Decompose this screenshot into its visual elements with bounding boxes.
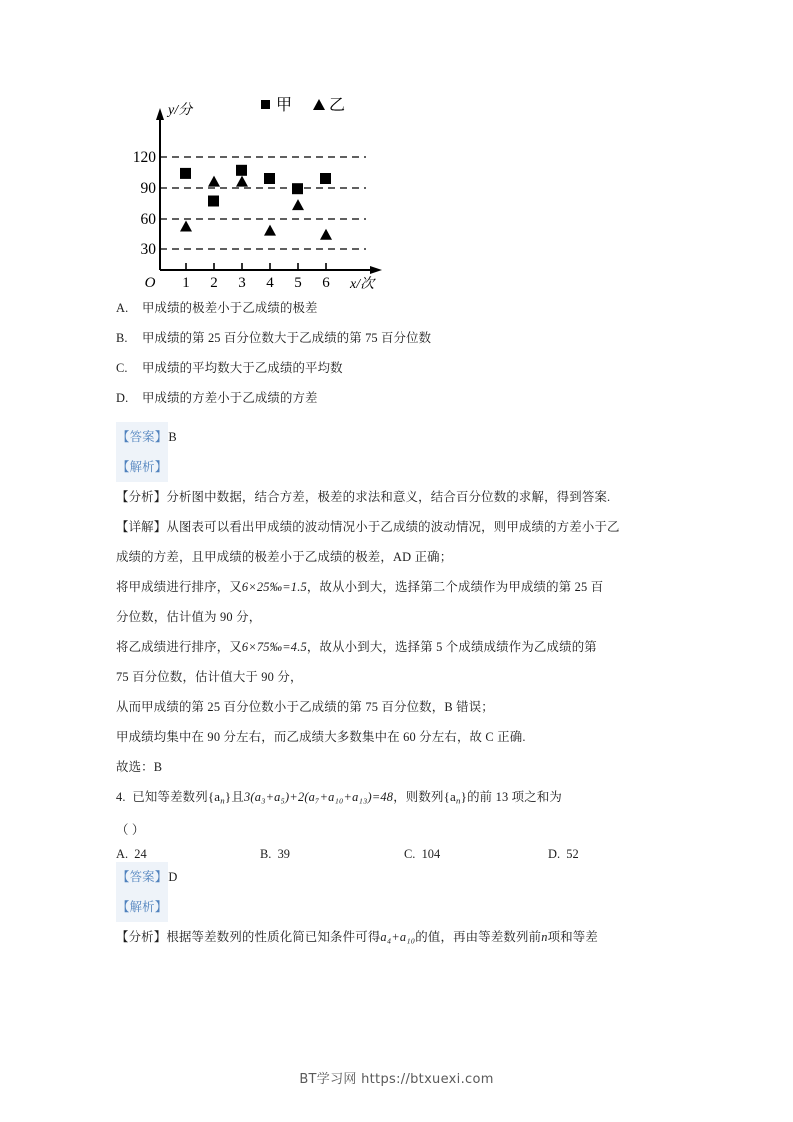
q3-para2-math: 6×75‰=4.5 [241,639,307,654]
q3-option-c-text: 甲成绩的平均数大于乙成绩的平均数 [142,360,343,375]
series-yi-points [180,176,332,240]
q3-fenxi-text: 分析图中数据，结合方差，极差的求法和意义，结合百分位数的求解，得到答案. [166,489,611,504]
q4-analysis-row [116,892,692,922]
x-tick-2: 2 [210,275,218,291]
scatter-plot-figure [128,92,396,292]
x-tick-6: 6 [322,275,330,291]
q3-option-d-letter: D. [116,390,129,405]
scatter-plot-svg [128,92,396,292]
q4-option-c[interactable] [404,847,548,862]
q3-answer-value: B [168,429,177,444]
q4-fenxi-row [116,922,692,952]
data-point-jia-3 [236,165,247,176]
data-point-yi-1 [180,221,192,232]
triangle-marker [313,99,325,110]
q4-seq-symbol-1: $\{a_n\}$ [207,788,232,806]
q4-stem-part1: 已知等差数列 [132,789,208,804]
q4-stem [116,782,692,815]
data-point-yi-3 [236,176,248,187]
q4-option-d[interactable] [548,847,692,862]
x-tick-1: 1 [182,275,190,291]
data-point-jia-1 [180,168,191,179]
origin-label: O [144,275,156,291]
q3-para1-line2: 分位数，估计值为 90 分， [116,609,262,624]
q3-para2-line1 [116,632,692,662]
q3-fenxi-label: 【分析】 [116,489,167,504]
y-axis-title: y/分 [168,103,193,118]
q3-option-a-text: 甲成绩的极差小于乙成绩的极差 [142,301,318,315]
q3-para5: 故选：B [116,759,163,774]
q4-option-a-text: 24 [134,847,147,862]
q4-fenxi-text-b: 的值，再由等差数列前 [415,930,542,945]
q4-fenxi-math: a₄+a₁₀ [380,930,416,945]
q4-option-b-text: 39 [277,847,290,862]
x-tick-4: 4 [266,275,274,291]
legend-label-jia: 甲 [276,97,293,114]
q3-para1-post: ，故从小到大，选择第二个成绩作为甲成绩的第 25 百 [306,579,604,594]
q3-analysis-row [116,452,692,482]
q3-para4: 甲成绩均集中在 90 分左右，而乙成绩大多数集中在 60 分左右，故 C 正确. [116,729,526,744]
q3-xiangjie-text1: 从图表可以看出甲成绩的波动情况小于乙成绩的波动情况，则甲成绩的方差小于乙 [166,519,620,534]
q3-para2-line2: 75 百分位数，估计值大于 90 分， [116,669,303,684]
q4-analysis-label: 【解析】 [116,892,168,922]
q3-para2-post: ，故从小到大，选择第 5 个成绩成绩作为乙成绩的第 [306,639,597,654]
q3-option-b-text: 甲成绩的第 25 百分位数大于乙成绩的第 75 百分位数 [142,330,432,345]
q4-blank: （ ） [116,823,145,838]
q4-answer-row [116,862,692,892]
q4-option-a-letter: A. [116,847,129,862]
q4-option-c-text: 104 [421,847,441,862]
q3-para1-pre: 将甲成绩进行排序，又 [116,579,242,594]
q3-para1-line1 [116,572,692,602]
data-point-jia-4 [264,173,275,184]
q3-para2-pre: 将乙成绩进行排序，又 [116,639,242,654]
q4-stem-part2: 且 [231,789,244,804]
q4-stem-part4: 的前 13 项之和为 [467,789,563,804]
q4-seq-symbol-2: $\{a_n\}$ [443,788,468,806]
x-tick-3: 3 [238,275,246,291]
q4-fenxi-text-a: 根据等差数列的性质化简已知条件可得 [166,930,381,945]
q4-fenxi-text-c: 项和等差 [547,930,598,945]
q4-fenxi-label: 【分析】 [116,930,167,945]
q3-option-b[interactable] [116,332,692,344]
data-point-yi-6 [320,229,332,240]
data-point-jia-5 [292,183,303,194]
q3-option-d-text: 甲成绩的方差小于乙成绩的方差 [142,390,318,405]
q4-option-d-letter: D. [548,847,561,862]
q3-option-c[interactable] [116,362,692,374]
data-point-jia-2 [208,196,219,207]
square-marker [261,100,270,109]
q3-xiangjie-line1 [116,512,692,542]
question-content [116,302,692,952]
x-tick-5: 5 [294,275,302,291]
q4-fenxi-math2: n [541,930,548,945]
q3-para3: 从而甲成绩的第 25 百分位数小于乙成绩的第 75 百分位数，B 错误； [116,699,494,714]
data-point-yi-2 [208,176,220,187]
q4-option-c-letter: C. [404,847,416,862]
data-point-yi-4 [264,225,276,236]
q3-analysis-label: 【解析】 [116,452,168,482]
y-axis [156,108,164,270]
data-point-jia-6 [320,173,331,184]
data-point-yi-5 [292,199,304,210]
x-tick-marks [186,263,326,270]
y-tick-30: 30 [140,241,156,258]
q4-stem-part3: ，则数列 [393,789,444,804]
y-tick-labels [133,149,157,258]
series-jia-points [180,165,331,207]
y-tick-120: 120 [132,149,156,166]
q3-option-d[interactable] [116,392,692,404]
q3-xiangjie-line2: 成绩的方差，且甲成绩的极差小于乙成绩的极差，AD 正确； [116,549,453,564]
legend [261,96,345,114]
y-tick-60: 60 [140,211,156,228]
x-tick-labels [182,275,330,291]
q4-options-row [116,847,692,862]
x-axis [160,266,382,274]
q4-answer-value: D [168,870,178,885]
footer-watermark: BT学习网 https://btxuexi.com [299,1072,494,1087]
q4-option-d-text: 52 [566,847,579,862]
q3-para1-math: 6×25‰=1.5 [241,579,307,594]
q3-fenxi-row [116,482,692,512]
q4-number: 4. [116,789,126,804]
q3-answer-row [116,422,692,452]
q3-option-c-letter: C. [116,360,128,375]
q3-xiangjie-label: 【详解】 [116,519,167,534]
y-tick-90: 90 [140,180,156,197]
x-axis-title: x/次 [350,277,375,292]
q4-answer-label: 【答案】 [116,862,168,892]
q4-equation: 3(a₃+a₅)+2(a₇+a₁₀+a₁₃)=48 [243,789,394,804]
q4-option-b[interactable] [260,847,404,862]
q3-option-a-letter: A. [116,301,129,315]
legend-label-yi: 乙 [329,97,346,114]
q4-option-a[interactable] [116,847,260,862]
q3-answer-label: 【答案】 [116,422,168,452]
q3-option-a[interactable] [116,302,692,314]
q3-option-b-letter: B. [116,330,128,345]
q4-option-b-letter: B. [260,847,272,862]
